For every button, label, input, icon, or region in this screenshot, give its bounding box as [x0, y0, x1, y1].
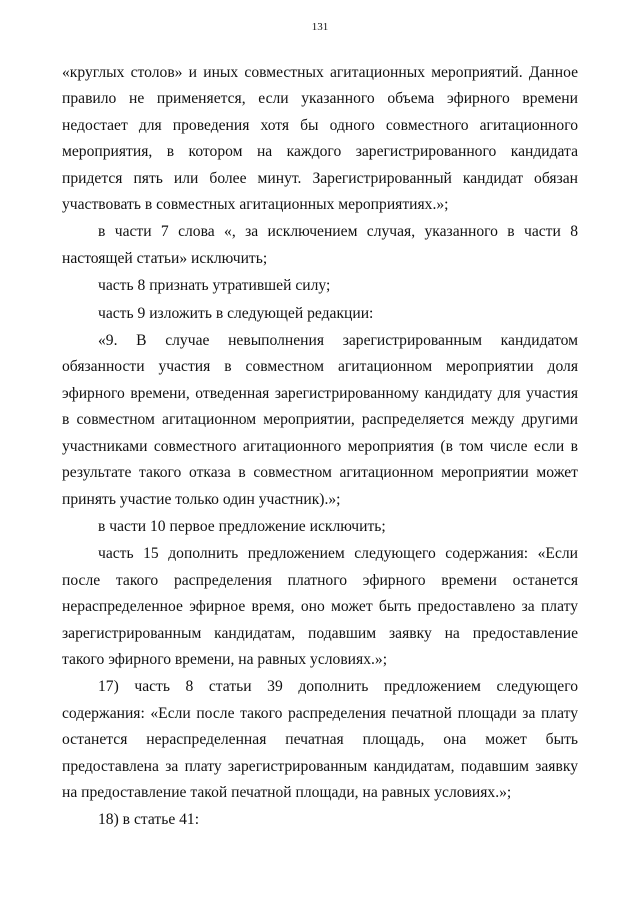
- paragraph-part-15: часть 15 дополнить предложением следующего содержания: «Если после такого распределения платного эфирного времени останется нераспределенное эфирное время, оно может быть предоставлено за плату зарегистрированным кандидатам, подавшим заявку на предоставление такого эфирного времени, на равных условиях.»;: [62, 545, 578, 668]
- paragraph-part-10: в части 10 первое предложение исключить;: [98, 517, 386, 535]
- paragraph-item-18: 18) в статье 41:: [98, 811, 200, 829]
- document-body: [62, 60, 578, 834]
- paragraph-part-8: часть 8 признать утратившей силу;: [98, 277, 331, 295]
- paragraph-part-9-text: «9. В случае невыполнения зарегистрированным кандидатом обязанности участия в совместном агитационном мероприятии доля эфирного времени, отведенная зарегистрированному кандидату для участия в совместном агитационном мероприятии, распределяется между другими участниками совместного агитационного мероприятия (в том числе если в результате такого отказа в совместном агитационном мероприятии может принять участие только один участник).»;: [62, 332, 578, 508]
- page-number: 131: [311, 21, 329, 33]
- paragraph-part-9-intro: часть 9 изложить в следующей редакции:: [98, 304, 374, 322]
- paragraph-continuation: «круглых столов» и иных совместных агитационных мероприятий. Данное правило не применяется, если указанного объема эфирного времени недостает для проведения хотя бы одного совместного агитационного мероприятия, в котором на каждого зарегистрированного кандидата придется пять или более минут. Зарегистрированный кандидат обязан участвовать в совместных агитационных мероприятиях.»;: [62, 64, 578, 214]
- paragraph-item-17: 17) часть 8 статьи 39 дополнить предложением следующего содержания: «Если после такого распределения печатной площади за плату останется нераспределенная печатная площадь, она может быть предоставлена за плату зарегистрированным кандидатам, подавшим заявку на предоставление такой печатной площади, на равных условиях.»;: [62, 678, 578, 801]
- paragraph-part-7: в части 7 слова «, за исключением случая, указанного в части 8 настоящей статьи» исключить;: [62, 223, 578, 267]
